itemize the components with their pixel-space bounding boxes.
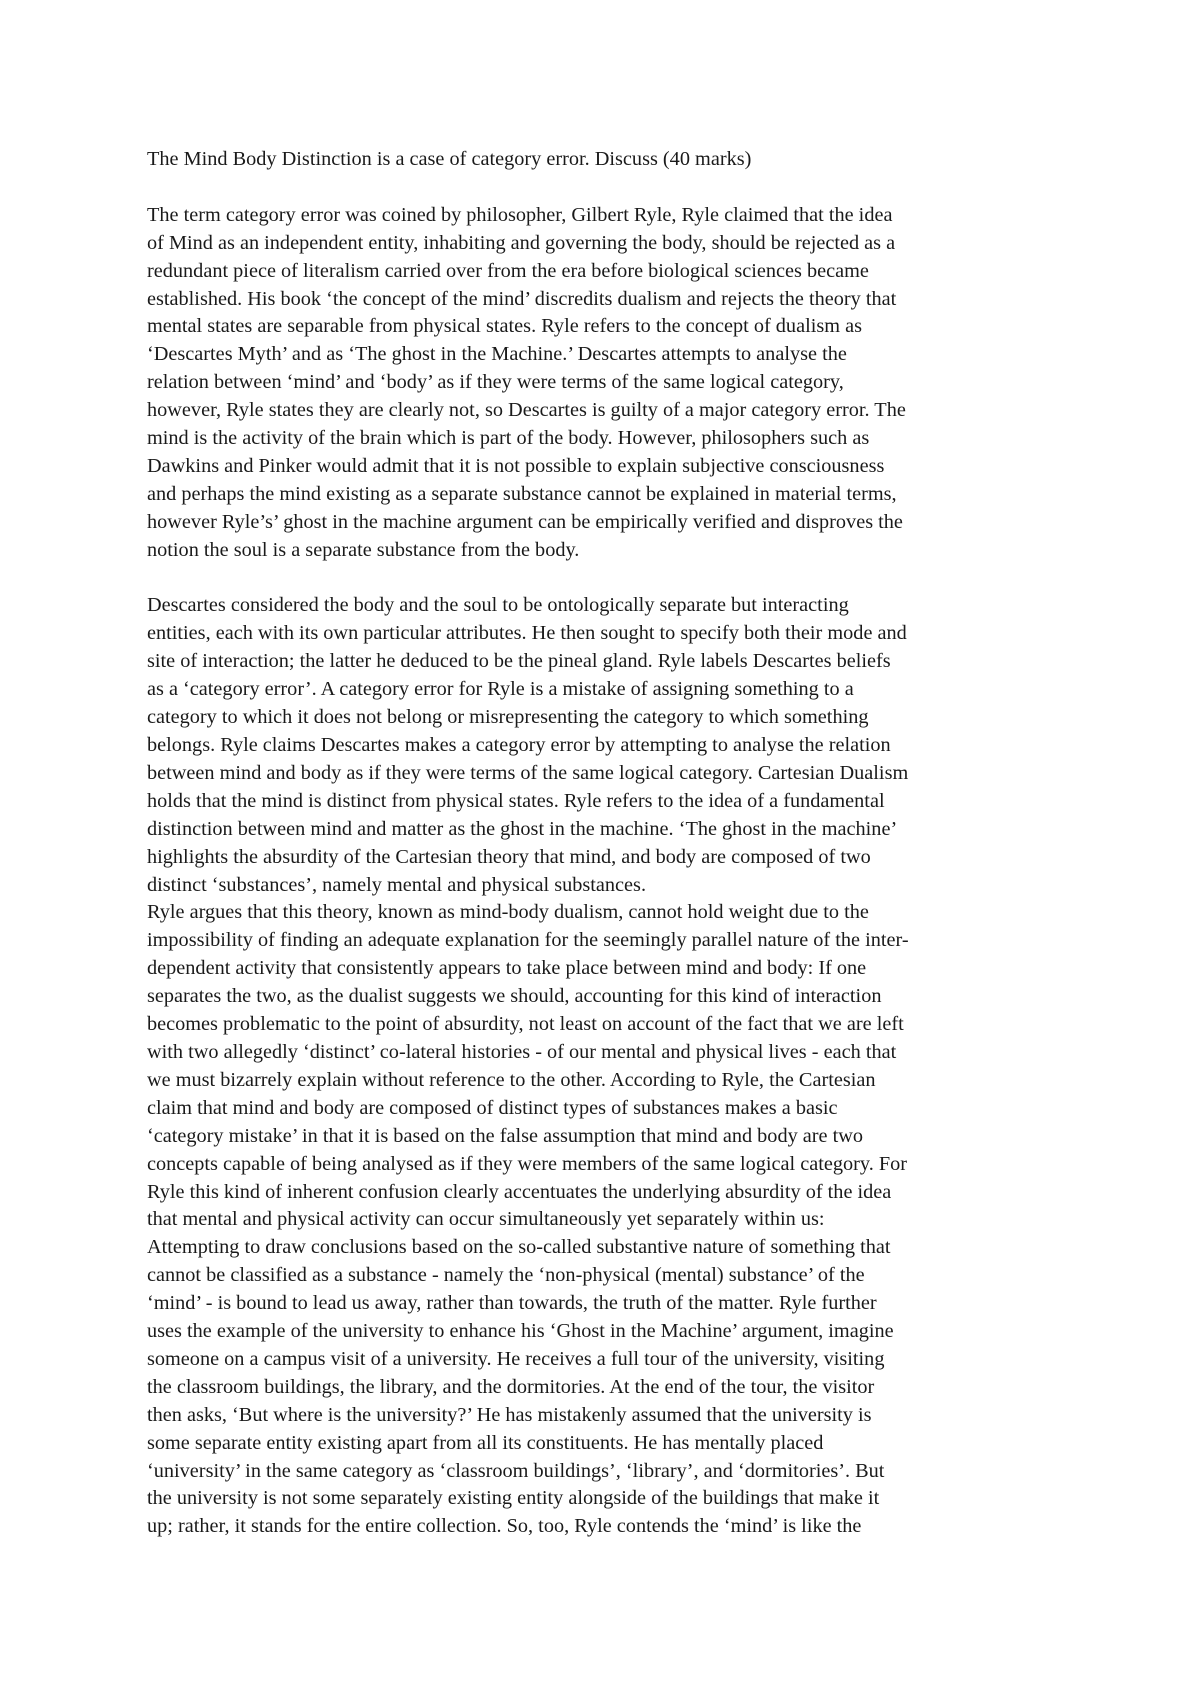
text-line: of Mind as an independent entity, inhabiting and governing the body, should be rejected as a — [147, 231, 896, 254]
text-line: however Ryle’s’ ghost in the machine argument can be empirically verified and disproves the — [147, 510, 903, 533]
paragraph-2 — [147, 592, 1065, 899]
text-line: with two allegedly ‘distinct’ co-lateral histories - of our mental and physical lives - each that — [147, 1040, 897, 1063]
text-line: up; rather, it stands for the entire collection. So, too, Ryle contends the ‘mind’ is like the — [147, 1515, 862, 1538]
text-line: separates the two, as the dualist suggests we should, accounting for this kind of interaction — [147, 985, 882, 1008]
text-line: mind is the activity of the brain which is part of the body. However, philosophers such as — [147, 427, 870, 450]
text-line: entities, each with its own particular attributes. He then sought to specify both their mode and — [147, 622, 907, 645]
text-line: Attempting to draw conclusions based on the so-called substantive nature of something that — [147, 1236, 891, 1259]
text-line: holds that the mind is distinct from physical states. Ryle refers to the idea of a fundamental — [147, 789, 885, 812]
text-line: category to which it does not belong or misrepresenting the category to which something — [147, 706, 869, 729]
text-line: notion the soul is a separate substance from the body. — [147, 538, 580, 561]
text-line: impossibility of finding an adequate explanation for the seemingly parallel nature of the inter- — [147, 929, 909, 952]
paragraph-3 — [147, 899, 1065, 1541]
text-line: belongs. Ryle claims Descartes makes a category error by attempting to analyse the relation — [147, 734, 891, 756]
text-line: Descartes considered the body and the soul to be ontologically separate but interacting — [147, 594, 849, 617]
text-line: ‘Descartes Myth’ and as ‘The ghost in the Machine.’ Descartes attempts to analyse the — [147, 343, 847, 366]
text-line: distinction between mind and matter as the ghost in the machine. ‘The ghost in the machine’ — [147, 817, 898, 840]
text-line: established. His book ‘the concept of the mind’ discredits dualism and rejects the theory that — [147, 287, 897, 310]
text-line: ‘mind’ - is bound to lead us away, rather than towards, the truth of the matter. Ryle further — [147, 1292, 877, 1315]
text-line: dependent activity that consistently appears to take place between mind and body: If one — [147, 957, 867, 980]
text-line: The term category error was coined by philosopher, Gilbert Ryle, Ryle claimed that the idea — [147, 203, 893, 226]
text-line: some separate entity existing apart from all its constituents. He has mentally placed — [147, 1431, 824, 1454]
text-line: then asks, ‘But where is the university?’ He has mistakenly assumed that the university is — [147, 1403, 872, 1426]
text-line: site of interaction; the latter he deduced to be the pineal gland. Ryle labels Descartes beliefs — [147, 650, 891, 673]
text-line: relation between ‘mind’ and ‘body’ as if they were terms of the same logical category, — [147, 371, 844, 394]
text-line: ‘category mistake’ in that it is based on the false assumption that mind and body are two — [147, 1124, 864, 1147]
paragraph-1 — [147, 202, 1065, 565]
document-body — [147, 146, 1065, 1541]
text-line: uses the example of the university to enhance his ‘Ghost in the Machine’ argument, imagine — [147, 1320, 894, 1343]
text-line: Ryle argues that this theory, known as mind-body dualism, cannot hold weight due to the — [147, 901, 869, 924]
text-line: concepts capable of being analysed as if they were members of the same logical category. For — [147, 1152, 908, 1175]
text-line: Dawkins and Pinker would admit that it is not possible to explain subjective consciousness — [147, 454, 885, 477]
text-line: mental states are separable from physical states. Ryle refers to the concept of dualism as — [147, 315, 862, 338]
text-line: the classroom buildings, the library, and the dormitories. At the end of the tour, the visitor — [147, 1375, 875, 1398]
text-line: that mental and physical activity can occur simultaneously yet separately within us: — [147, 1208, 825, 1231]
text-line: ‘university’ in the same category as ‘classroom buildings’, ‘library’, and ‘dormitories’. But — [147, 1459, 885, 1482]
text-line: someone on a campus visit of a university. He receives a full tour of the university, visiting — [147, 1347, 885, 1370]
text-line: as a ‘category error’. A category error for Ryle is a mistake of assigning something to a — [147, 678, 854, 701]
text-line: distinct ‘substances’, namely mental and physical substances. — [147, 873, 647, 896]
text-line: highlights the absurdity of the Cartesian theory that mind, and body are composed of two — [147, 845, 871, 868]
text-line: redundant piece of literalism carried over from the era before biological sciences became — [147, 259, 869, 282]
text-line: however, Ryle states they are clearly not, so Descartes is guilty of a major category error. The — [147, 399, 906, 422]
text-line: Ryle this kind of inherent confusion clearly accentuates the underlying absurdity of the idea — [147, 1180, 892, 1203]
essay-title: The Mind Body Distinction is a case of category error. Discuss (40 marks) — [147, 148, 752, 170]
text-line: claim that mind and body are composed of distinct types of substances makes a basic — [147, 1096, 838, 1119]
paragraph-spacer — [147, 565, 1065, 593]
text-line: the university is not some separately existing entity alongside of the buildings that make it — [147, 1487, 880, 1510]
text-line: cannot be classified as a substance - namely the ‘non-physical (mental) substance’ of the — [147, 1264, 865, 1287]
text-line: and perhaps the mind existing as a separate substance cannot be explained in material terms, — [147, 482, 897, 505]
text-line: we must bizarrely explain without reference to the other. According to Ryle, the Cartesian — [147, 1068, 876, 1091]
text-line: becomes problematic to the point of absurdity, not least on account of the fact that we are left — [147, 1013, 904, 1036]
text-line: between mind and body as if they were terms of the same logical category. Cartesian Dualism — [147, 761, 909, 784]
